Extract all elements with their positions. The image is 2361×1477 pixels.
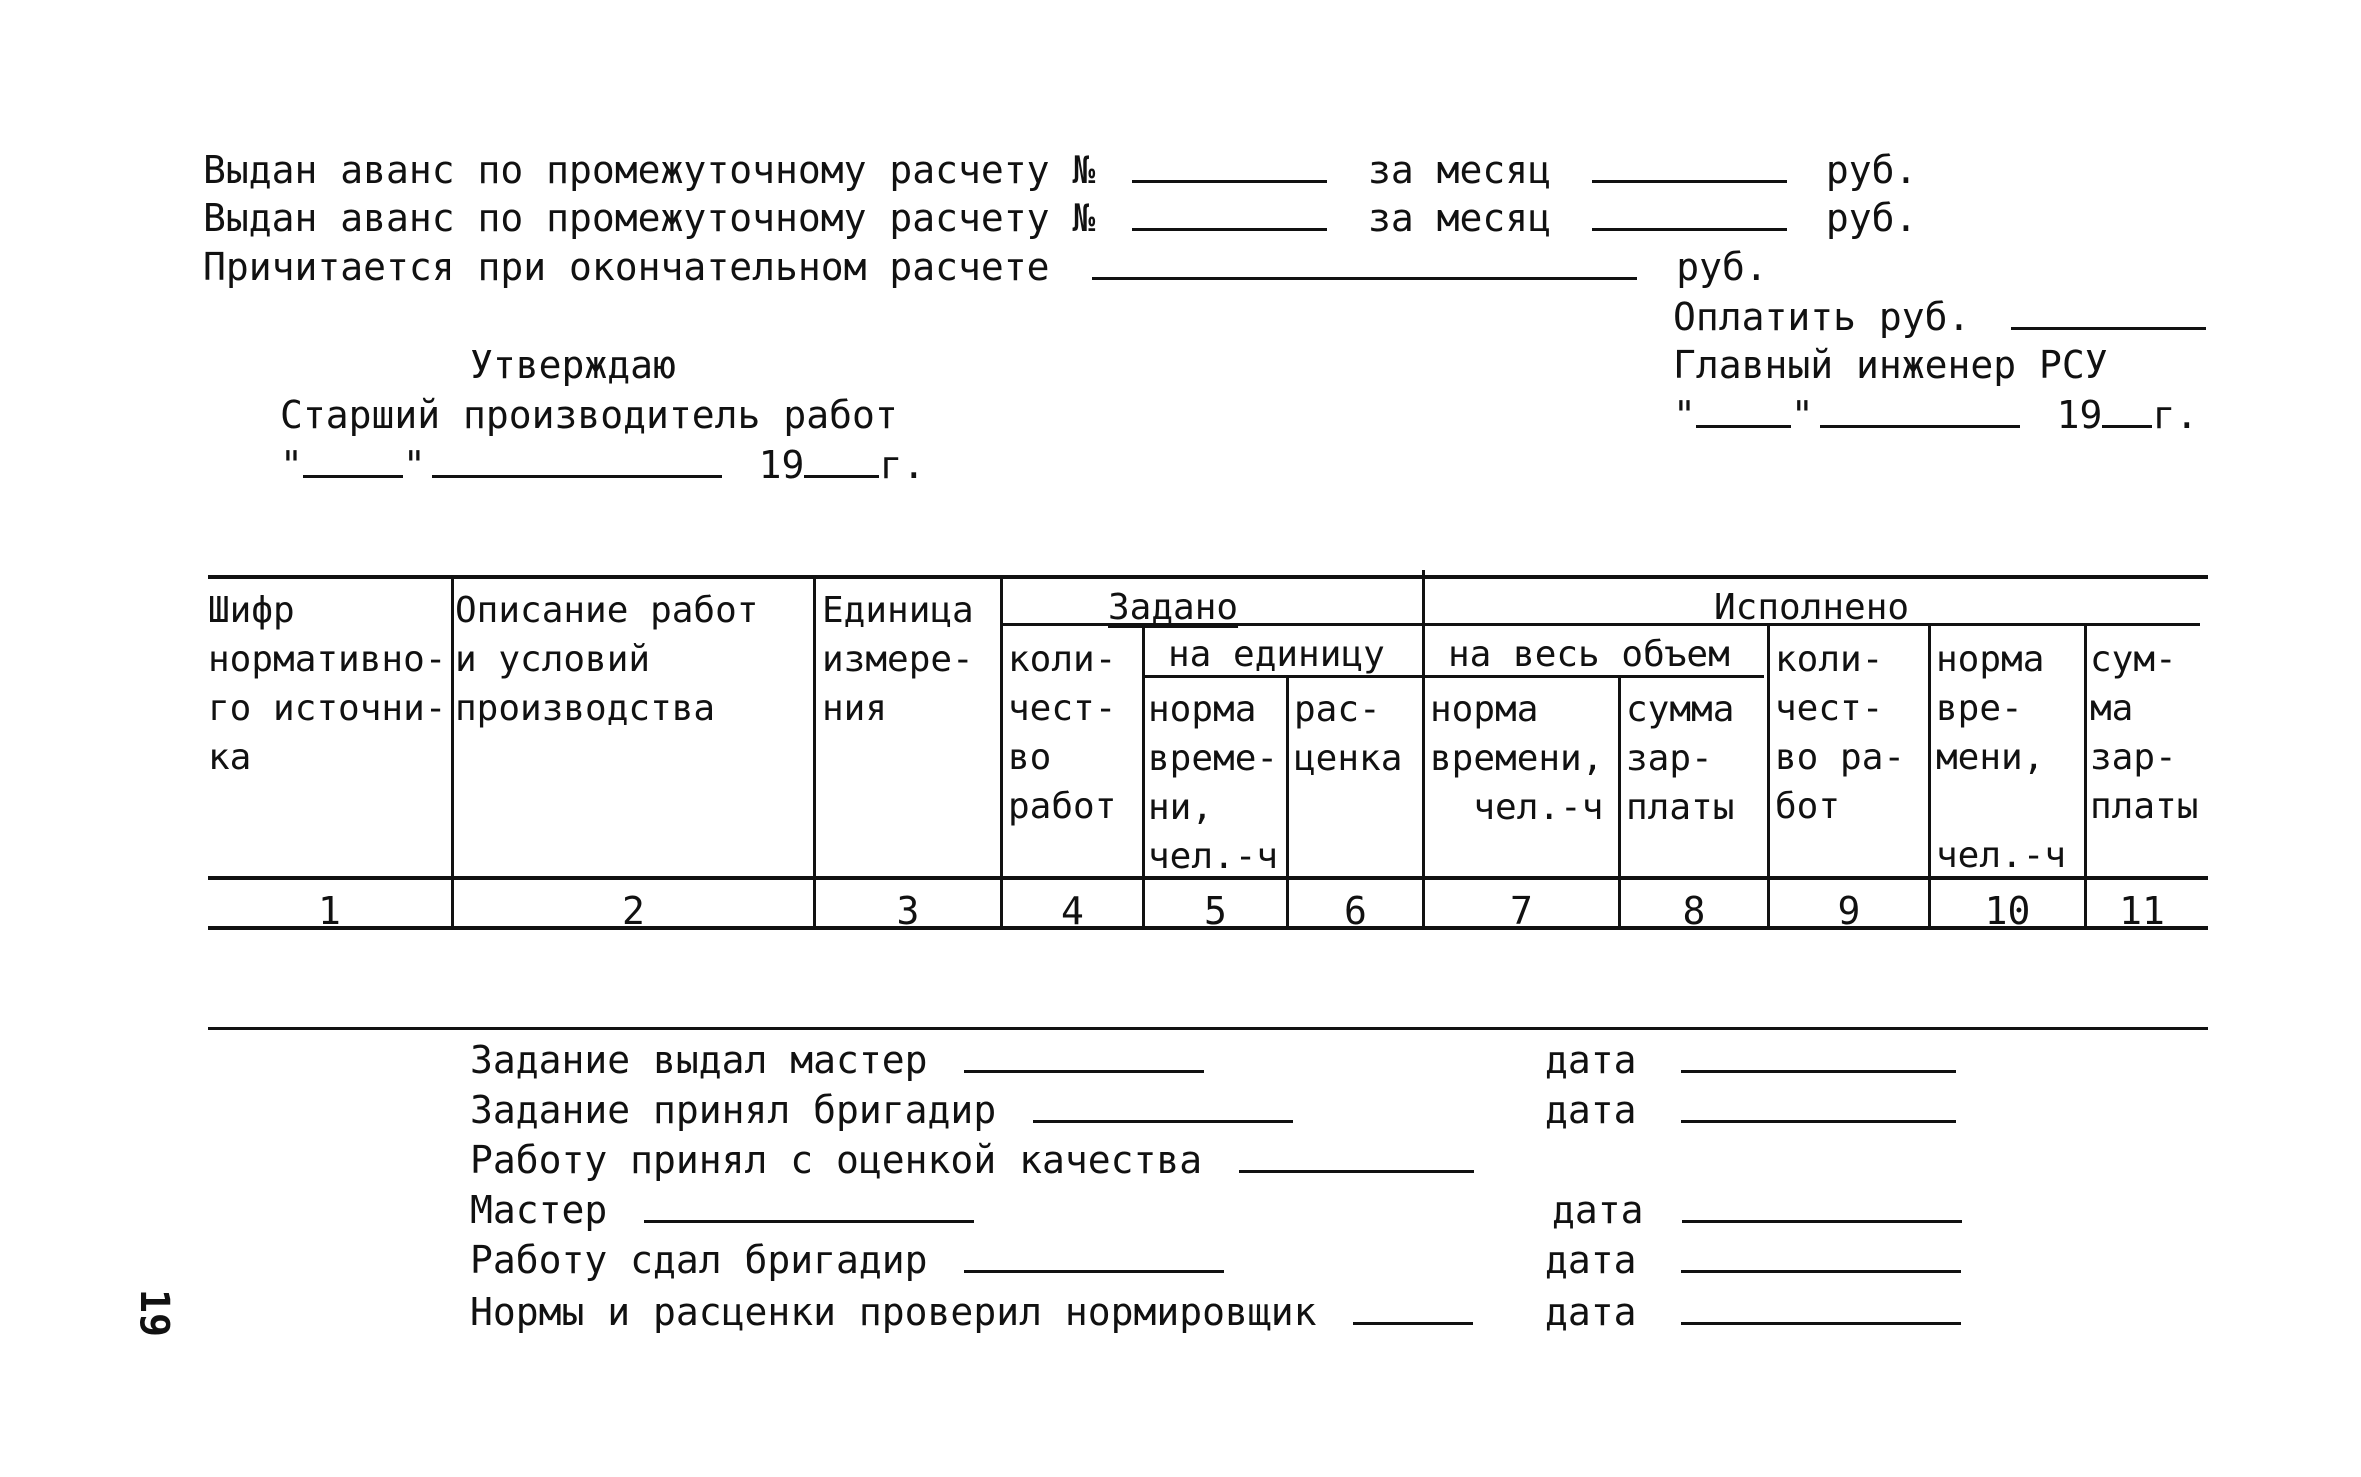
column-number: 5 [1204,889,1227,933]
sub-per-unit: на единицу [1168,634,1385,675]
issued-by-master: Задание выдал мастер [470,1040,1204,1080]
column-number: 11 [2119,889,2165,933]
month-field[interactable] [1820,395,2020,428]
pay-amount-field[interactable] [2011,297,2206,330]
day-field[interactable] [303,445,403,478]
accepted-by-brigadier: Задание принял бригадир [470,1090,1293,1130]
day-field[interactable] [1696,395,1791,428]
page-number: 19 [131,1288,178,1338]
column-number: 6 [1344,889,1367,933]
month-amount-field[interactable] [1592,150,1787,183]
group-zadano: Задано [1108,587,1239,628]
header-time-norm: норма време- ни, чел.-ч [1148,689,1279,877]
master-signature-field[interactable] [644,1190,974,1223]
accepted-signature-field[interactable] [1033,1090,1293,1123]
advance-line-1 [203,150,1917,190]
master-line: Мастер [470,1190,974,1230]
senior-foreman-title: Старший производитель работ [280,393,898,437]
col-rule [1928,625,1931,929]
pay-line [1673,297,2206,337]
col-rule [1767,625,1770,929]
senior-foreman-date: " " 19 г. [280,443,926,487]
col-rule [813,577,816,929]
header-work-description: Описание работ и условий производства [455,590,759,729]
advance-line-2 [203,198,1917,238]
group-ispolneno: Исполнено [1714,587,1910,628]
header-rate: рас- ценка [1294,689,1403,779]
final-label: Причитается при окончательном расчете [203,245,1050,289]
col-rule [1142,625,1145,929]
checked-signature-field[interactable] [1353,1292,1473,1325]
header-quantity: коли- чест- во работ [1008,639,1117,827]
col-rule [1422,570,1425,929]
month-field[interactable] [432,445,722,478]
handed-by-brigadier: Работу сдал бригадир [470,1240,1224,1280]
column-number: 10 [1984,889,2031,933]
quality-field[interactable] [1239,1140,1474,1173]
pay-label: Оплатить руб. [1673,295,1971,339]
handed-date: дата [1545,1240,1961,1280]
approve-title: Утверждаю [470,343,676,387]
year-field[interactable] [2102,395,2152,428]
advance-label: Выдан аванс по промежуточному расчету № [203,148,1096,192]
currency-label: руб. [1825,196,1918,240]
sub-total-volume: на весь объем [1448,634,1730,675]
year-field[interactable] [804,445,879,478]
calc-number-field[interactable] [1132,150,1327,183]
final-payment-line [203,247,1768,287]
column-number: 1 [318,889,341,933]
col-rule [451,577,454,929]
date-field[interactable] [1681,1292,1961,1325]
date-field[interactable] [1681,1090,1956,1123]
month-label: за месяц [1368,148,1552,192]
header-normative-code: Шифр нормативно- го источни- ка [208,590,447,778]
checked-date: дата [1545,1292,1961,1332]
norms-checked: Нормы и расценки проверил нормировщик [470,1292,1473,1332]
calc-number-field[interactable] [1132,198,1327,231]
header-time-norm-total: норма времени, чел.-ч [1430,689,1604,828]
column-number: 2 [622,889,645,933]
chief-engineer-title: Главный инженер РСУ [1673,343,2108,387]
col-rule [1000,577,1003,929]
date-field[interactable] [1682,1190,1962,1223]
month-amount-field[interactable] [1592,198,1787,231]
currency-label: руб. [1825,148,1918,192]
currency-label: руб. [1676,245,1768,289]
advance-label: Выдан аванс по промежуточному расчету № [203,196,1096,240]
col-rule [2084,625,2087,929]
quality-accepted: Работу принял с оценкой качества [470,1140,1474,1180]
handed-signature-field[interactable] [964,1240,1224,1273]
column-number: 3 [896,889,920,933]
column-number: 4 [1061,889,1084,933]
header-done-wage: сум- ма зар- платы [2090,639,2199,827]
header-wage-total: сумма зар- платы [1626,689,1735,828]
column-number: 7 [1510,889,1533,933]
signature-top-rule [208,1027,2208,1030]
month-label: за месяц [1368,196,1552,240]
column-number: 8 [1682,889,1706,933]
final-amount-field[interactable] [1092,247,1637,280]
date-field[interactable] [1681,1040,1956,1073]
header-done-time-norm: норма вре- мени, чел.-ч [1936,639,2067,876]
issued-signature-field[interactable] [964,1040,1204,1073]
accepted-date: дата [1545,1090,1956,1130]
column-number: 9 [1837,889,1861,933]
table-top-rule [208,575,2208,579]
chief-engineer-date: " " 19 г. [1673,393,2199,437]
issued-date: дата [1545,1040,1956,1080]
master-date: дата [1552,1190,1962,1230]
header-unit: Единица измере- ния [822,590,974,729]
header-done-quantity: коли- чест- во ра- бот [1775,639,1906,827]
date-field[interactable] [1681,1240,1961,1273]
